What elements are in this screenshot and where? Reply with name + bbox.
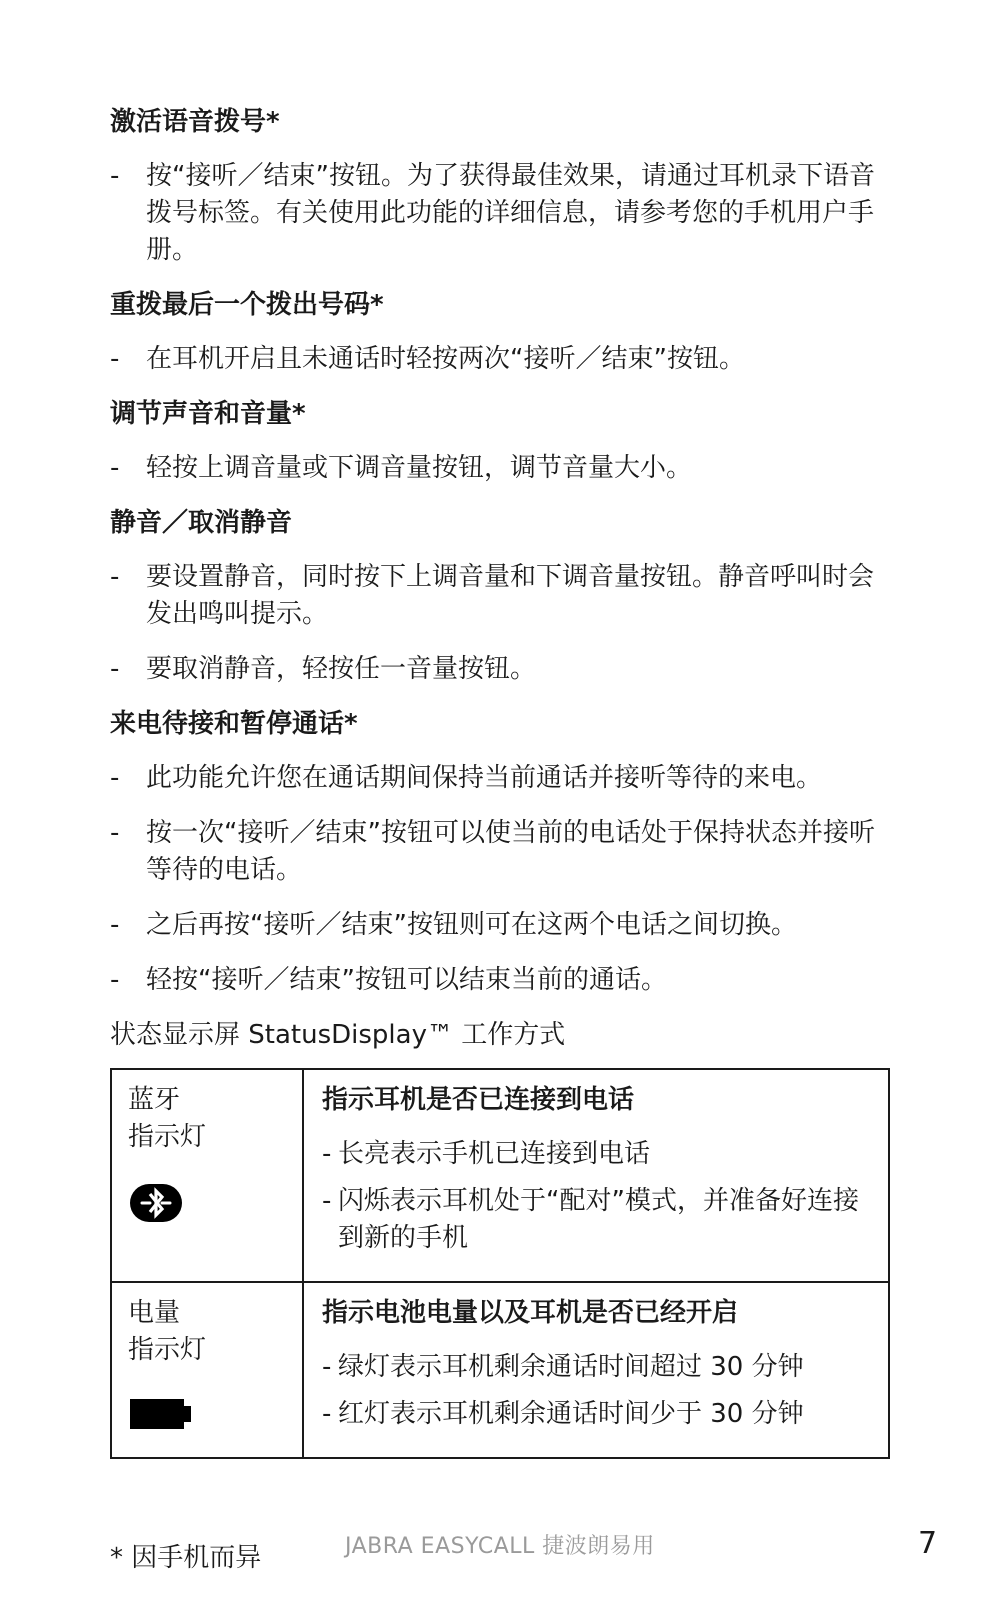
table-row — [111, 1282, 889, 1458]
label-line: 电量 — [128, 1298, 181, 1328]
description-cell — [303, 1069, 889, 1282]
item-text: 要设置静音，同时按下上调音量和下调音量按钮。静音呼叫时会发出鸣叫提示。 — [146, 562, 875, 629]
section-heading-voice-dial: 激活语音拨号* — [110, 107, 280, 137]
item-text: 长亮表示手机已连接到电话 — [338, 1139, 651, 1169]
list-item — [322, 1183, 872, 1257]
list-item — [110, 559, 890, 633]
item-text: 轻按上调音量或下调音量按钮，调节音量大小。 — [146, 453, 693, 483]
page-content — [110, 104, 890, 1459]
item-text: 绿灯表示耳机剩余通话时间超过 30 分钟 — [338, 1352, 804, 1382]
brand-footer: JABRA EASYCALL 捷波朗易用 — [345, 1534, 655, 1559]
list-item — [110, 341, 890, 378]
status-display-table — [110, 1068, 890, 1459]
description-title: 指示耳机是否已连接到电话 — [322, 1085, 635, 1115]
footnote: * 因手机而异 — [110, 1543, 262, 1573]
bluetooth-icon — [128, 1182, 286, 1235]
dash: - — [322, 1139, 332, 1169]
item-text: 按“接听／结束”按钮。为了获得最佳效果，请通过耳机录下语音拨号标签。有关使用此功能的详细信息，请参考您的手机用户手册。 — [146, 161, 875, 265]
page-number: 7 — [918, 1526, 938, 1561]
list-item — [322, 1349, 872, 1386]
list-item — [110, 760, 890, 797]
dash: - — [322, 1186, 332, 1216]
dash: - — [322, 1399, 332, 1429]
dash: - — [110, 965, 120, 995]
description-title: 指示电池电量以及耳机是否已经开启 — [322, 1298, 739, 1328]
dash: - — [110, 910, 120, 940]
item-text: 在耳机开启且未通话时轻按两次“接听／结束”按钮。 — [146, 344, 745, 374]
label-line: 蓝牙 — [128, 1085, 181, 1115]
list-item — [110, 158, 890, 269]
label-line: 指示灯 — [128, 1335, 207, 1365]
item-text: 之后再按“接听／结束”按钮则可在这两个电话之间切换。 — [146, 910, 797, 940]
dash: - — [110, 818, 120, 848]
battery-icon — [128, 1395, 286, 1442]
list-item — [322, 1136, 872, 1173]
label-cell — [111, 1069, 303, 1282]
list-item — [110, 450, 890, 487]
section-heading-call-waiting: 来电待接和暂停通话* — [110, 709, 358, 739]
section-heading-redial: 重拨最后一个拨出号码* — [110, 290, 384, 320]
dash: - — [110, 161, 120, 191]
item-text: 红灯表示耳机剩余通话时间少于 30 分钟 — [338, 1399, 804, 1429]
description-cell — [303, 1282, 889, 1458]
dash: - — [110, 763, 120, 793]
status-display-intro: 状态显示屏 StatusDisplay™ 工作方式 — [110, 1020, 566, 1050]
section-heading-mute: 静音／取消静音 — [110, 508, 293, 538]
dash: - — [110, 453, 120, 483]
label-line: 指示灯 — [128, 1122, 207, 1152]
table-row — [111, 1069, 889, 1282]
item-text: 按一次“接听／结束”按钮可以使当前的电话处于保持状态并接听等待的电话。 — [146, 818, 875, 885]
item-text: 闪烁表示耳机处于“配对”模式，并准备好连接到新的手机 — [338, 1186, 859, 1253]
section-heading-volume: 调节声音和音量* — [110, 399, 306, 429]
list-item — [110, 815, 890, 889]
dash: - — [110, 562, 120, 592]
list-item — [110, 651, 890, 688]
list-item — [322, 1396, 872, 1433]
list-item — [110, 907, 890, 944]
item-text: 此功能允许您在通话期间保持当前通话并接听等待的来电。 — [146, 763, 823, 793]
list-item — [110, 962, 890, 999]
dash: - — [110, 344, 120, 374]
label-cell — [111, 1282, 303, 1458]
item-text: 轻按“接听／结束”按钮可以结束当前的通话。 — [146, 965, 667, 995]
item-text: 要取消静音，轻按任一音量按钮。 — [146, 654, 537, 684]
dash: - — [110, 654, 120, 684]
dash: - — [322, 1352, 332, 1382]
